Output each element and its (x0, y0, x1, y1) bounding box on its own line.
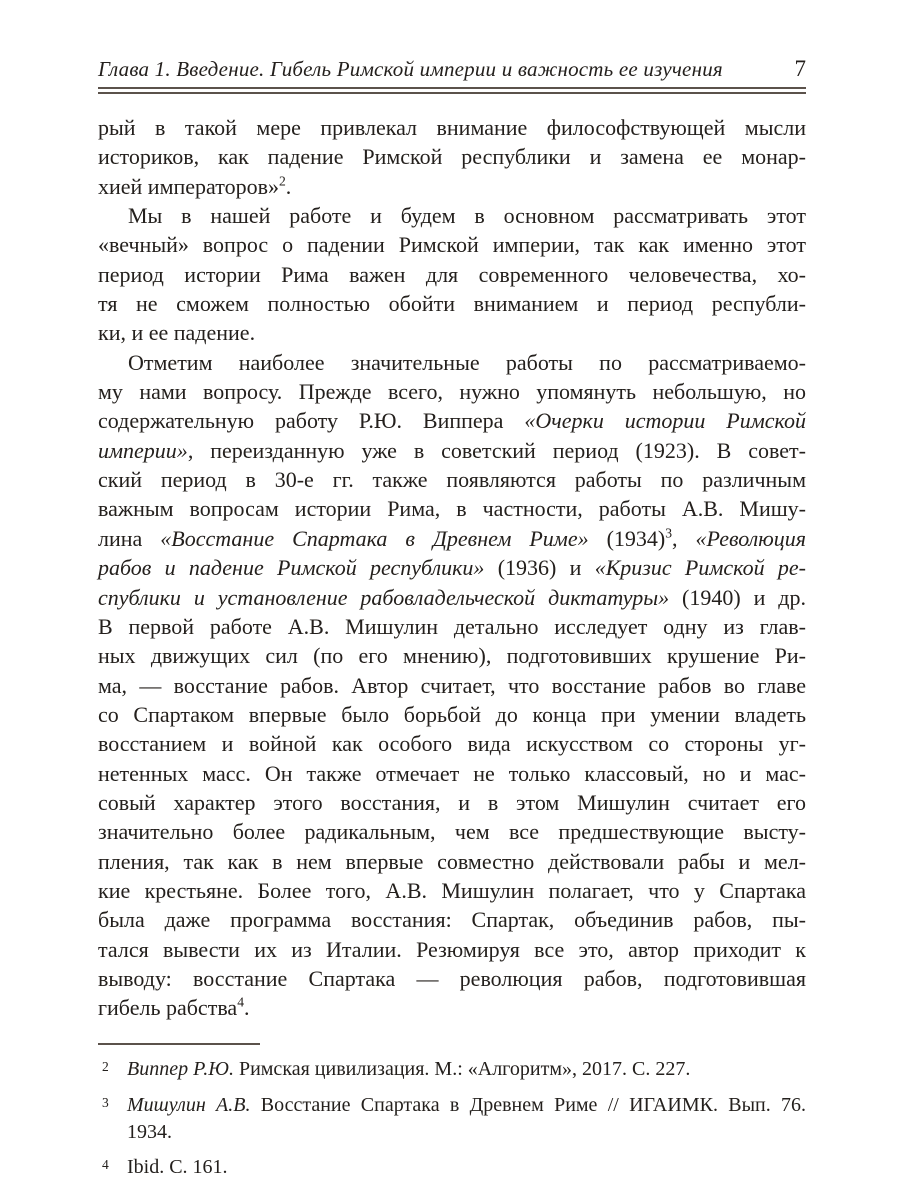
footnote-line (127, 1056, 806, 1083)
text-segment: тался вывести их из Италии. Резюмируя все это, автор приходит к (98, 936, 806, 962)
text-segment: период истории Рима важен для современного человечества, хо- (98, 261, 806, 287)
text-line (98, 671, 806, 700)
italic-text-segment: спублики и установление рабовладельческой диктатуры» (98, 584, 670, 610)
text-segment: со Спартаком впервые было борьбой до конца при умении владеть (98, 701, 806, 727)
text-line (98, 465, 806, 494)
footnote-marker (98, 1154, 127, 1182)
text-line (98, 788, 806, 817)
italic-text-segment: рабов и падение Римской республики» (98, 555, 485, 581)
text-segment: . (285, 173, 292, 199)
text-line (98, 260, 806, 289)
footnote-reference-marker: 4 (237, 994, 244, 1010)
text-line (98, 377, 806, 406)
text-segment: хией императоров» (98, 173, 279, 199)
italic-text-segment: «Очерки истории Римской (524, 408, 806, 434)
text-segment: Мы в нашей работе и будем в основном рассматривать этот (128, 203, 806, 229)
text-line (98, 729, 806, 758)
text-line (98, 641, 806, 670)
footnote-marker-number: 2 (102, 1059, 109, 1074)
footnote-line (127, 1092, 806, 1119)
footnotes-section (98, 1043, 806, 1190)
text-line (98, 230, 806, 259)
italic-text-segment: империи» (98, 437, 188, 463)
text-line (98, 201, 806, 230)
footnote-line (127, 1119, 806, 1146)
text-line (98, 318, 806, 347)
text-line (98, 700, 806, 729)
text-segment: , переизданную уже в советский период (1923). В совет- (187, 437, 806, 463)
chapter-header-title: Глава 1. Введение. Гибель Римской империи и важность ее изучения (98, 57, 723, 81)
text-segment: . (244, 995, 250, 1021)
text-line (98, 494, 806, 523)
text-line (98, 553, 806, 582)
text-segment: Римская цивилизация. М.: «Алгоритм», 2017. С. 227. (233, 1058, 691, 1080)
text-segment: В первой работе А.В. Мишулин детально исследует одну из глав- (98, 613, 806, 639)
text-segment: кие крестьяне. Более того, А.В. Мишулин полагает, что у Спартака (98, 877, 806, 903)
text-line (98, 876, 806, 905)
text-segment: выводу: восстание Спартака — революция рабов, подготовившая (98, 965, 806, 991)
footnote-reference-marker: 3 (665, 525, 673, 541)
text-segment: гибель рабства (98, 995, 238, 1021)
text-line (98, 935, 806, 964)
text-segment: тя не сможем полностью обойти вниманием и период республи- (98, 291, 806, 317)
footnote-text (127, 1092, 806, 1146)
text-line (98, 964, 806, 993)
text-line (98, 348, 806, 377)
footnote-item (98, 1154, 806, 1182)
footnote-reference-marker: 2 (278, 173, 286, 189)
text-segment: му нами вопросу. Прежде всего, нужно упомянуть небольшую, но (98, 379, 806, 405)
text-line (98, 436, 806, 465)
text-line (98, 905, 806, 934)
text-segment: нетенных масс. Он также отмечает не только классовый, но и мас- (98, 760, 806, 786)
footnote-line (127, 1154, 806, 1181)
text-segment: 1934. (127, 1121, 172, 1143)
page-number: 7 (794, 56, 806, 81)
text-segment: (1940) и др. (669, 584, 806, 610)
footnote-text (127, 1056, 806, 1084)
text-segment: ский период в 30-е гг. также появляются работы по различным (98, 467, 806, 493)
footnote-item (98, 1056, 806, 1084)
text-segment: совый характер этого восстания, и в этом Мишулин считает его (98, 789, 806, 815)
text-segment: рый в такой мере привлекал внимание философствующей мысли (98, 115, 806, 140)
text-line (98, 759, 806, 788)
text-segment: (1936) и (484, 555, 595, 581)
footnote-text (127, 1154, 806, 1182)
text-line (98, 113, 806, 142)
body-text-block (98, 113, 806, 1023)
italic-text-segment: Виппер Р.Ю. (127, 1058, 234, 1080)
text-line (98, 993, 806, 1022)
italic-text-segment: «Восстание Спартака в Древнем Риме» (160, 525, 589, 551)
italic-text-segment: Мишулин А.В. (127, 1094, 251, 1116)
text-segment: , (672, 525, 696, 551)
text-line (98, 583, 806, 612)
header-double-rule (98, 87, 806, 94)
text-segment: Отметим наиболее значительные работы по рассматриваемо- (128, 349, 806, 375)
text-segment: содержательную работу Р.Ю. Виппера (98, 408, 525, 434)
text-line (98, 289, 806, 318)
text-line (98, 524, 806, 553)
footnote-list (98, 1056, 806, 1182)
text-line (98, 172, 806, 201)
text-segment: пления, так как в нем впервые совместно действовали рабы и мел- (98, 848, 806, 874)
text-line (98, 847, 806, 876)
text-segment: восстанием и войной как особого вида искусством со стороны уг- (98, 731, 806, 757)
text-segment: ных движущих сил (по его мнению), подготовивших крушение Ри- (98, 643, 806, 669)
text-line (98, 142, 806, 171)
text-segment: значительно более радикальным, чем все предшествующие высту- (98, 819, 806, 845)
text-line (98, 817, 806, 846)
text-segment: лина (98, 525, 161, 551)
text-line (98, 406, 806, 435)
text-segment: (1934) (588, 525, 666, 551)
text-segment: была даже программа восстания: Спартак, объединив рабов, пы- (98, 907, 806, 933)
footnote-item (98, 1092, 806, 1146)
italic-text-segment: «Революция (695, 525, 806, 551)
footnote-marker (98, 1056, 127, 1084)
text-segment: историков, как падение Римской республики и замена ее монар- (98, 144, 806, 170)
footnote-marker-number: 4 (102, 1157, 109, 1172)
footnote-marker-number: 3 (102, 1095, 109, 1110)
text-segment: важным вопросам истории Рима, в частности, работы А.В. Мишу- (98, 496, 806, 522)
text-segment: Восстание Спартака в Древнем Риме // ИГАИМК. Вып. 76. (250, 1094, 806, 1116)
footnote-marker (98, 1092, 127, 1146)
italic-text-segment: «Кризис Римской ре- (594, 555, 806, 581)
text-segment: ма, — восстание рабов. Автор считает, что восстание рабов во главе (98, 672, 806, 698)
running-header (98, 56, 806, 82)
footnote-separator-rule (98, 1043, 260, 1045)
text-segment: Ibid. С. 161. (127, 1156, 228, 1178)
text-line (98, 612, 806, 641)
text-segment: ки, и ее падение. (98, 320, 256, 346)
text-segment: «вечный» вопрос о падении Римской империи, так как именно этот (98, 232, 806, 258)
